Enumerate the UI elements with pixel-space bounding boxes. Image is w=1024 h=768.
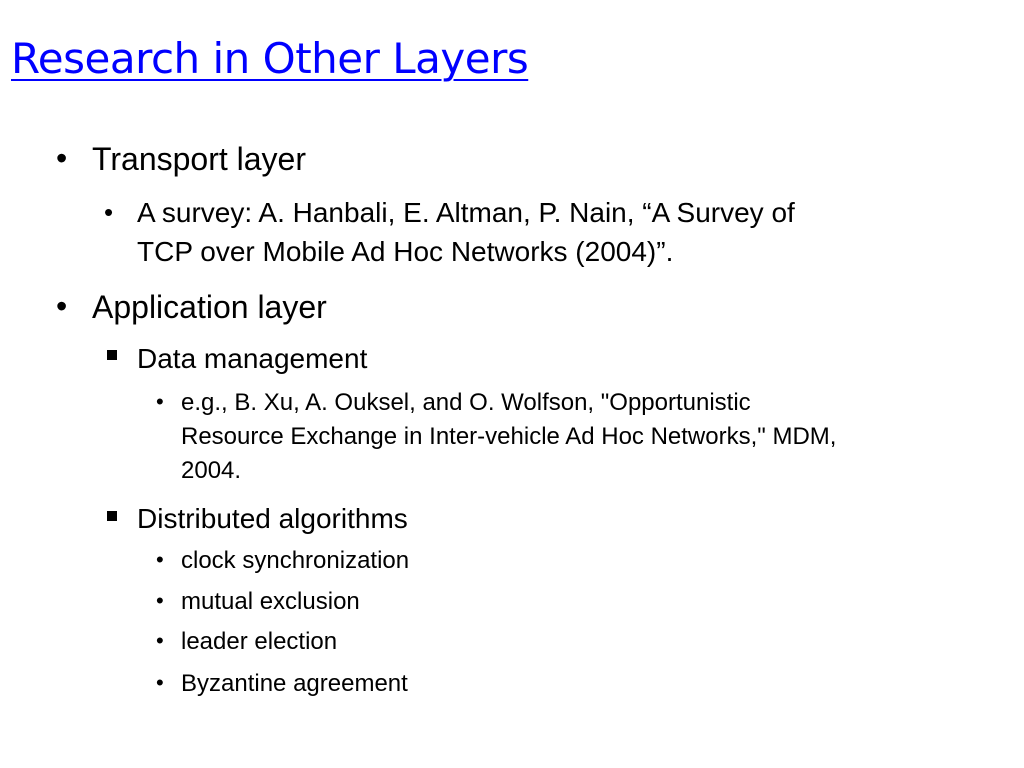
square-bullet-icon bbox=[107, 350, 117, 360]
reference-line-2: Resource Exchange in Inter-vehicle Ad Hoc Networks," MDM, bbox=[181, 423, 837, 450]
bullet-dot-icon: • bbox=[104, 197, 114, 227]
bullet-dot-icon: • bbox=[56, 140, 68, 176]
slide-title: Research in Other Layers bbox=[11, 34, 529, 83]
bullet-dot-icon: • bbox=[56, 288, 68, 324]
bullet-dot-icon: • bbox=[156, 588, 164, 613]
bullet-dot-icon: • bbox=[156, 389, 164, 414]
square-bullet-icon bbox=[107, 511, 117, 521]
survey-line-1: A survey: A. Hanbali, E. Altman, P. Nain, “A Survey of bbox=[137, 197, 795, 228]
bullet-distributed-algorithms: Distributed algorithms bbox=[137, 503, 408, 534]
bullet-byzantine-agreement: Byzantine agreement bbox=[181, 670, 408, 697]
bullet-clock-synchronization: clock synchronization bbox=[181, 547, 410, 574]
reference-line-3: 2004. bbox=[181, 457, 242, 484]
bullet-leader-election: leader election bbox=[181, 628, 338, 655]
bullet-transport-layer: Transport layer bbox=[92, 141, 306, 177]
bullet-dot-icon: • bbox=[156, 547, 164, 572]
reference-line-1: e.g., B. Xu, A. Ouksel, and O. Wolfson, "Opportunistic bbox=[181, 389, 751, 416]
bullet-dot-icon: • bbox=[156, 670, 164, 695]
bullet-application-layer: Application layer bbox=[92, 289, 327, 325]
survey-line-2: TCP over Mobile Ad Hoc Networks (2004)”. bbox=[137, 236, 674, 267]
bullet-data-management: Data management bbox=[137, 343, 368, 374]
bullet-dot-icon: • bbox=[156, 628, 164, 653]
bullet-mutual-exclusion: mutual exclusion bbox=[181, 588, 360, 615]
